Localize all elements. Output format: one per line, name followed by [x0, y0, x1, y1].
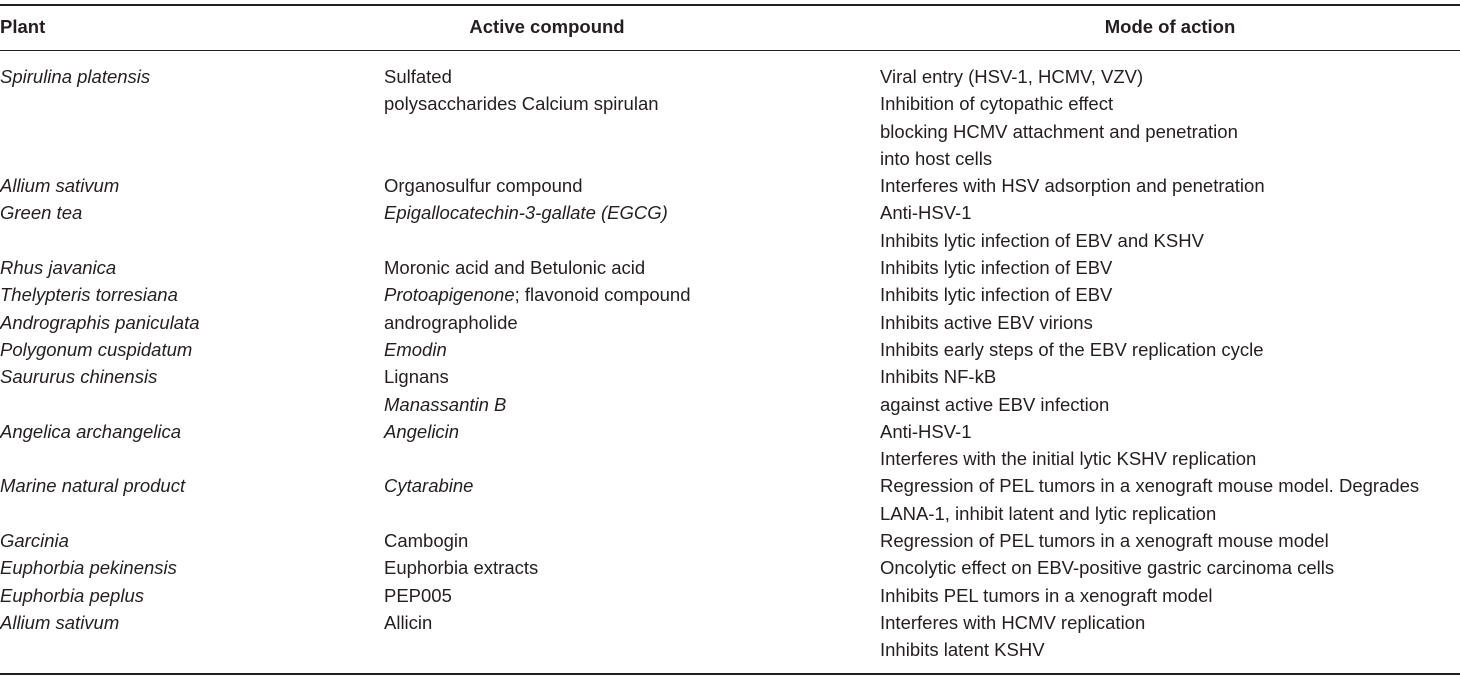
cell-plant	[0, 472, 384, 527]
cell-mode-of-action	[880, 199, 1460, 254]
table-row	[0, 582, 1460, 609]
compound-name: Organosulfur compound	[384, 175, 583, 197]
plant-name: Andrographis paniculata	[0, 311, 200, 333]
compound-line	[384, 199, 880, 226]
plant-name: Garcinia	[0, 530, 69, 552]
mode-line: Anti-HSV-1	[880, 420, 972, 442]
cell-plant	[0, 63, 384, 172]
cell-active-compound	[384, 336, 880, 363]
compound-name: polysaccharides Calcium spirulan	[384, 93, 659, 115]
header-plant: Plant	[0, 16, 46, 37]
cell-active-compound	[384, 527, 880, 554]
cell-plant	[0, 418, 384, 473]
compound-line	[384, 472, 880, 499]
cell-active-compound	[384, 172, 880, 199]
compound-line	[384, 90, 880, 117]
mode-line: Inhibits lytic infection of EBV	[880, 257, 1113, 279]
mode-line: Inhibits active EBV virions	[880, 311, 1093, 333]
cell-mode-of-action	[880, 582, 1460, 609]
cell-plant	[0, 363, 384, 418]
compound-name: Cambogin	[384, 530, 469, 552]
cell-mode-of-action	[880, 336, 1460, 363]
mode-line: Inhibits early steps of the EBV replication cycle	[880, 338, 1264, 360]
compound-line	[384, 63, 880, 90]
mode-line: Oncolytic effect on EBV-positive gastric carcinoma cells	[880, 557, 1335, 579]
compound-name: Epigallocatechin-3-gallate (EGCG)	[384, 202, 668, 224]
plant-name: Angelica archangelica	[0, 420, 182, 442]
mode-line: against active EBV infection	[880, 393, 1110, 415]
plant-name: Euphorbia pekinensis	[0, 557, 177, 579]
table-row	[0, 309, 1460, 336]
table-bottom-rule	[0, 673, 1460, 675]
cell-plant	[0, 281, 384, 308]
table-row	[0, 472, 1460, 527]
table-row	[0, 554, 1460, 581]
compound-name: Moronic acid and Betulonic acid	[384, 257, 646, 279]
plant-name: Euphorbia peplus	[0, 584, 144, 606]
mode-line: Inhibits NF-kB	[880, 366, 997, 388]
cell-plant	[0, 254, 384, 281]
compound-line	[384, 391, 880, 418]
compound-name: Manassantin B	[384, 393, 507, 415]
cell-mode-of-action	[880, 63, 1460, 172]
header-mode-of-action: Mode of action	[1104, 16, 1236, 37]
compound-line	[384, 281, 880, 308]
compound-line	[384, 363, 880, 390]
mode-line: Inhibits PEL tumors in a xenograft model	[880, 584, 1213, 606]
table-row	[0, 199, 1460, 254]
table-header-row	[0, 14, 1460, 40]
compound-name: Angelicin	[384, 420, 460, 442]
cell-plant	[0, 199, 384, 254]
cell-active-compound	[384, 281, 880, 308]
mode-line: into host cells	[880, 147, 993, 169]
cell-plant	[0, 582, 384, 609]
cell-plant	[0, 336, 384, 363]
mode-line: Interferes with HSV adsorption and penetration	[880, 175, 1265, 197]
compound-line	[384, 336, 880, 363]
cell-mode-of-action	[880, 609, 1460, 664]
compound-name: andrographolide	[384, 311, 518, 333]
cell-mode-of-action	[880, 472, 1460, 527]
cell-mode-of-action	[880, 363, 1460, 418]
cell-plant	[0, 609, 384, 664]
compound-name: Cytarabine	[384, 475, 474, 497]
table-row	[0, 281, 1460, 308]
mode-line: Inhibition of cytopathic effect	[880, 93, 1114, 115]
compound-line	[384, 254, 880, 281]
mode-line: Interferes with the initial lytic KSHV replication	[880, 448, 1257, 470]
plant-name: Rhus javanica	[0, 257, 117, 279]
compound-line	[384, 172, 880, 199]
plant-name: Thelypteris torresiana	[0, 284, 178, 306]
table-row	[0, 63, 1460, 172]
cell-mode-of-action	[880, 527, 1460, 554]
cell-active-compound	[384, 254, 880, 281]
cell-active-compound	[384, 199, 880, 254]
cell-plant	[0, 172, 384, 199]
cell-active-compound	[384, 363, 880, 418]
compound-name: Lignans	[384, 366, 449, 388]
cell-active-compound	[384, 554, 880, 581]
table-row	[0, 527, 1460, 554]
cell-active-compound	[384, 309, 880, 336]
compound-name: Emodin	[384, 338, 447, 360]
header-active-compound: Active compound	[469, 16, 625, 37]
mode-line: Inhibits lytic infection of EBV and KSHV	[880, 229, 1204, 251]
cell-mode-of-action	[880, 172, 1460, 199]
compound-name: Allicin	[384, 611, 433, 633]
cell-plant	[0, 527, 384, 554]
cell-mode-of-action	[880, 418, 1460, 473]
table-row	[0, 418, 1460, 473]
mode-line: Interferes with HCMV replication	[880, 611, 1146, 633]
mode-line: Anti-HSV-1	[880, 202, 972, 224]
cell-plant	[0, 554, 384, 581]
cell-active-compound	[384, 609, 880, 664]
mode-line: LANA-1, inhibit latent and lytic replication	[880, 502, 1217, 524]
plant-name: Allium sativum	[0, 175, 120, 197]
compound-name: PEP005	[384, 584, 452, 606]
mode-line: Inhibits lytic infection of EBV	[880, 284, 1113, 306]
plant-name: Allium sativum	[0, 611, 120, 633]
table-top-rule	[0, 4, 1460, 6]
compound-name: Sulfated	[384, 66, 452, 87]
table-row	[0, 609, 1460, 664]
cell-active-compound	[384, 63, 880, 172]
plant-name: Saururus chinensis	[0, 366, 158, 388]
cell-plant	[0, 309, 384, 336]
compound-note: ; flavonoid compound	[514, 284, 691, 306]
plant-name: Polygonum cuspidatum	[0, 338, 193, 360]
compound-line	[384, 418, 880, 445]
compound-name: Protoapigenone	[384, 284, 515, 306]
plant-name: Spirulina platensis	[0, 66, 151, 87]
table-row	[0, 363, 1460, 418]
cell-active-compound	[384, 582, 880, 609]
mode-line: blocking HCMV attachment and penetration	[880, 120, 1238, 142]
cell-mode-of-action	[880, 281, 1460, 308]
cell-active-compound	[384, 472, 880, 527]
compound-line	[384, 582, 880, 609]
cell-mode-of-action	[880, 554, 1460, 581]
table-row	[0, 254, 1460, 281]
table-row	[0, 172, 1460, 199]
mode-line: Viral entry (HSV-1, HCMV, VZV)	[880, 66, 1144, 87]
plant-name: Marine natural product	[0, 475, 186, 497]
header-rule	[0, 50, 1460, 51]
mode-line: Regression of PEL tumors in a xenograft mouse model. Degrades	[880, 475, 1420, 497]
plant-name: Green tea	[0, 202, 83, 224]
mode-line: Regression of PEL tumors in a xenograft mouse model	[880, 530, 1329, 552]
compound-line	[384, 554, 880, 581]
compound-line	[384, 527, 880, 554]
table-body	[0, 63, 1460, 664]
cell-active-compound	[384, 418, 880, 473]
cell-mode-of-action	[880, 309, 1460, 336]
compound-line	[384, 609, 880, 636]
compound-name: Euphorbia extracts	[384, 557, 539, 579]
mode-line: Inhibits latent KSHV	[880, 639, 1045, 661]
compound-line	[384, 309, 880, 336]
table-row	[0, 336, 1460, 363]
cell-mode-of-action	[880, 254, 1460, 281]
